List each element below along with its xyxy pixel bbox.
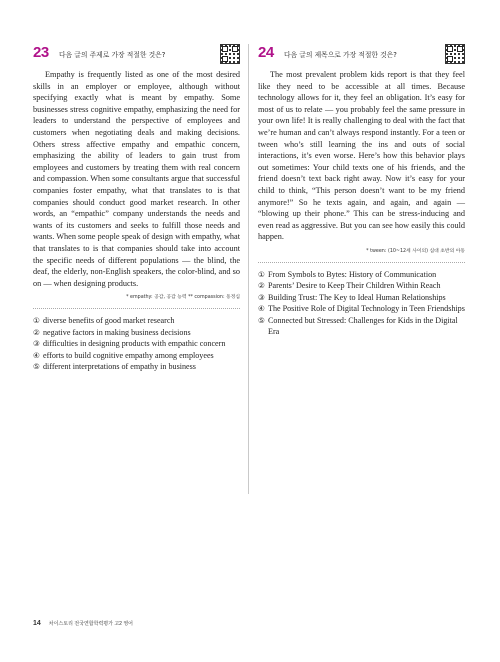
question-header xyxy=(258,44,465,66)
option-5[interactable]: ⑤ different interpretations of empathy in business xyxy=(33,362,196,372)
question-prompt: 다음 글의 주제로 가장 적절한 것은? xyxy=(59,51,166,59)
option-4[interactable]: ④ The Positive Role of Digital Technology in Teen Friendships xyxy=(258,304,465,314)
column-divider xyxy=(248,44,249,494)
question-number: 24 xyxy=(258,44,274,61)
qr-code-icon[interactable] xyxy=(445,44,465,64)
glossary-note: * empathy: 공감, 공감 능력 ** compassion: 동정심 xyxy=(126,295,240,301)
passage xyxy=(33,69,240,289)
option-4[interactable]: ④ efforts to build cognitive empathy among employees xyxy=(33,350,214,360)
option-3[interactable]: ③ difficulties in designing products with empathic concern xyxy=(33,339,226,349)
option-3[interactable]: ③ Building Trust: The Key to Ideal Human Relationships xyxy=(258,292,446,302)
glossary-note: * tween: (10~12세 사이의) 십대 초반의 아동 xyxy=(366,248,465,254)
answer-options xyxy=(258,262,465,338)
question-24 xyxy=(258,44,465,338)
question-header xyxy=(33,44,240,66)
option-1[interactable]: ① From Symbols to Bytes: History of Communication xyxy=(258,269,437,279)
page-footer xyxy=(33,620,133,627)
question-prompt: 다음 글의 제목으로 가장 적절한 것은? xyxy=(284,51,397,59)
passage-text: Empathy is frequently listed as one of the most desired skills in an employer or employee, although without specifying exactly what is meant by empathy. Some businesses stress cognitive empathy, emphasizing the need for leaders to understand the perspective of employees and customers when negotiating deals and making decisions. Others stress affective empathy and empathic concern, emphasizing the ability of leaders to gain trust from employees and customers by treating them with real concern and compassion. When some consultants argue that successful companies foster empathy, what that translates to is that companies should conduct good market research. In other words, an “empathic” company understands the needs and wants of its customers and seeks to fulfill those needs and wants. When some people speak of design with empathy, what that translates to is that companies should take into account the specific needs of different populations — the blind, the deaf, the elderly, non-English speakers, the color-blind, and so on — when designing products. xyxy=(33,70,240,288)
passage-text: The most prevalent problem kids report is that they feel like they need to be accessible at all times. Because technology allows for it, they feel an obligation. It’s easy for most of us to relate — you probably feel the same pressure in your own life! It is really challenging to deal with the fact that we’re human and can’t always respond instantly. For a teen or tween who’s still learning the ins and outs of social interactions, it’s even worse. Here’s how this behavior plays out sometimes: Your child texts one of his friends, and the friend doesn’t text back right away. Now it’s easy for your child to think, “This person doesn’t want to be my friend anymore!” So he texts again, and again, and again — “blowing up their phone.” This can be stress-inducing and even read as aggressive. But you can see how easily this could happen. xyxy=(258,70,465,242)
option-1[interactable]: ① diverse benefits of good market research xyxy=(33,316,175,326)
question-23 xyxy=(33,44,240,373)
question-number: 23 xyxy=(33,44,49,61)
book-title: 차이스토리 전국연합학력평가 고2 영어 xyxy=(48,621,133,627)
qr-code-icon[interactable] xyxy=(220,44,240,64)
option-2[interactable]: ② negative factors in making business decisions xyxy=(33,327,191,337)
answer-options xyxy=(33,308,240,373)
passage xyxy=(258,69,465,243)
option-2[interactable]: ② Parents’ Desire to Keep Their Children Within Reach xyxy=(258,281,441,291)
option-5[interactable]: ⑤ Connected but Stressed: Challenges for Kids in the Digital Era xyxy=(258,315,458,337)
page-number: 14 xyxy=(33,620,41,627)
